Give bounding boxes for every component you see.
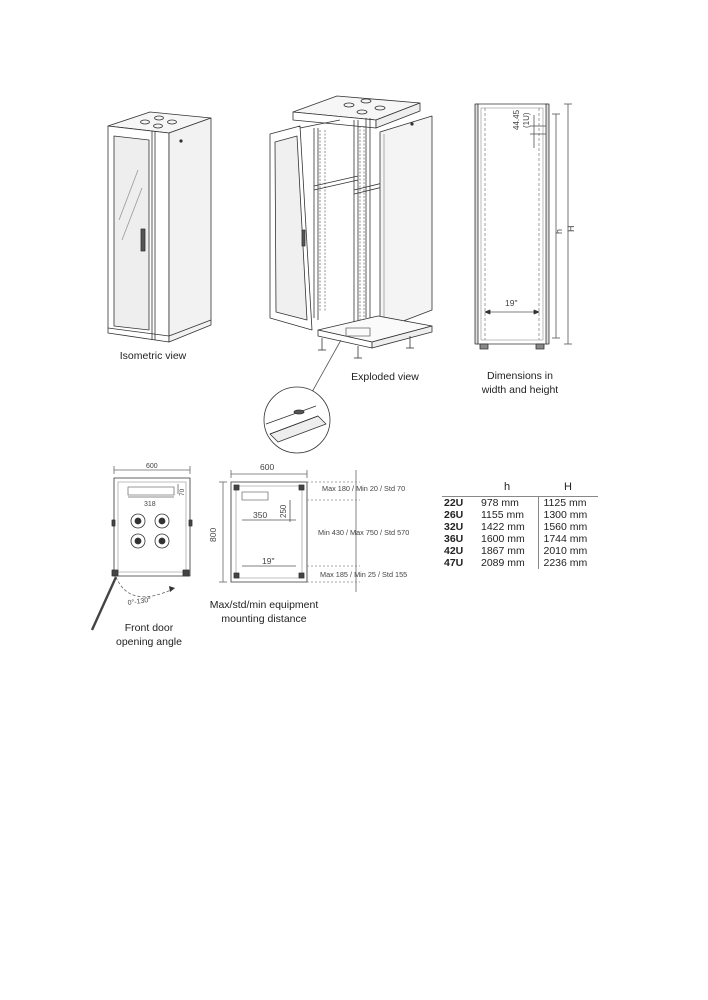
table-row: [442, 497, 598, 510]
max-bottom-label: Max 185 / Min 25 / Std 155: [320, 570, 408, 579]
table-row: [442, 533, 598, 545]
table-cell-u: 26U: [444, 509, 464, 521]
table-row: [442, 545, 598, 557]
table-cell-H: 1125 mm: [538, 497, 598, 510]
table-cell-h: 2089 mm: [481, 557, 525, 569]
unit-label: (1U): [522, 112, 531, 128]
exploded-cabinet: [270, 96, 432, 392]
angle-label: 0°-130°: [127, 596, 152, 607]
table-cell-u: 47U: [444, 557, 464, 569]
caption-isometric: Isometric view: [119, 350, 187, 362]
top-view: [92, 463, 192, 630]
table-cell-H: 2236 mm: [538, 557, 598, 569]
h-label: h: [554, 228, 564, 234]
dimension-front-view: [475, 104, 576, 349]
table-cell-u: 32U: [444, 521, 464, 533]
caption-dimensions-line1: Dimensions in: [487, 370, 553, 382]
top-width-label: 600: [146, 463, 158, 470]
table-cell-h: 1422 mm: [481, 521, 525, 533]
top-depth-small-label: 70: [179, 488, 186, 496]
table-header-h: h: [503, 481, 511, 493]
table-cell-H: 2010 mm: [538, 545, 598, 557]
table-cell-u: 22U: [442, 497, 476, 510]
table-header-row: [442, 481, 598, 497]
max-top-label: Max 180 / Min 20 / Std 70: [322, 484, 406, 493]
table-cell-u: 42U: [444, 545, 464, 557]
unit-pitch-label: 44.45: [512, 109, 521, 130]
table-cell-h: 1600 mm: [481, 533, 525, 545]
table-cell-h: 978 mm: [476, 497, 538, 510]
isometric-cabinet: [108, 112, 211, 342]
side-250-label: 250: [279, 504, 288, 518]
side-width-label: 600: [260, 462, 275, 472]
table-row: [442, 509, 598, 521]
H-label: H: [566, 225, 576, 232]
caption-door-angle: [106, 621, 192, 649]
table-cell-H: 1744 mm: [538, 533, 598, 545]
table-header-H: H: [564, 481, 572, 493]
caption-mounting-line2: mounting distance: [221, 613, 307, 625]
caption-door-angle-line2: opening angle: [116, 636, 182, 648]
table-cell-H: 1560 mm: [538, 521, 598, 533]
top-width-inner-label: 318: [144, 501, 156, 508]
side-350-label: 350: [253, 510, 268, 520]
table-cell-h: 1155 mm: [481, 509, 524, 521]
mid-label: Min 430 / Max 750 / Std 570: [318, 528, 410, 537]
table-cell-h: 1867 mm: [481, 545, 525, 557]
caption-dimensions: [470, 369, 570, 397]
caption-door-angle-line1: Front door: [124, 622, 174, 634]
caption-dimensions-line2: width and height: [481, 384, 559, 396]
side-view: [208, 462, 409, 592]
table-cell-H: 1300 mm: [538, 509, 598, 521]
table-row: [442, 521, 598, 533]
table-cell-u: 36U: [444, 533, 464, 545]
table-header-unit: [442, 481, 476, 497]
detail-magnifier: [264, 387, 330, 453]
table-row: [442, 557, 598, 569]
rack-width-label: 19": [505, 298, 518, 308]
side-19-label: 19": [262, 556, 275, 566]
cabinet-size-table: [442, 481, 598, 569]
caption-exploded: Exploded view: [351, 371, 419, 383]
side-depth-label: 800: [208, 527, 218, 542]
caption-mounting: [204, 598, 324, 626]
caption-mounting-line1: Max/std/min equipment: [209, 599, 319, 611]
